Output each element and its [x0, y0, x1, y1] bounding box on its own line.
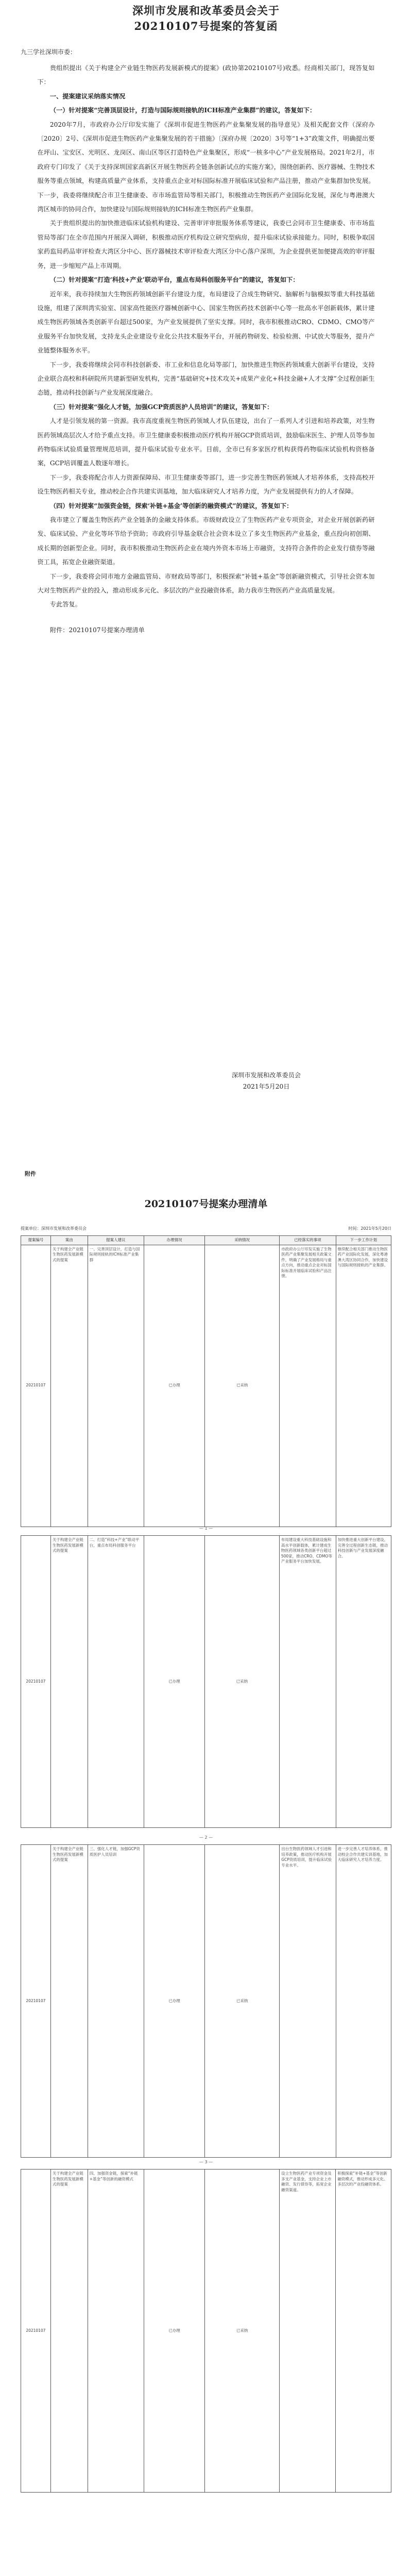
table-cell-adopt: 已采纳	[204, 1845, 279, 2158]
table-header-cell: 办理情况	[144, 1236, 205, 1245]
table-cell-adopt: 已采纳	[204, 2170, 279, 2493]
letter-heading: （四）针对提案“加强资金链，探索‘补链+基金’等创新的融资模式”的建议，答复如下：	[49, 502, 293, 510]
attachment-note: 附件：20210107号提案办理清单	[49, 626, 145, 634]
reply-letter	[0, 0, 412, 634]
letter-title	[0, 3, 412, 34]
table-cell-adopt: 已采纳	[204, 1245, 279, 1527]
letter-paragraph: 近年来，我市持续加大生物医药领域创新平台建设力度，布局建设了合成生物研究、脑解析与脑模拟等重大科技基础设施，组建了深圳湾实验室、国家高性能医疗器械创新中心、国家生物医药技术创新中心等一批高水平创新载体，累计建成生物医药领域各类创新平台超过500家，为产业发展提供了坚实支撑。同时，我市积极推动CRO、CDMO、CMO等产业服务平台加快发展，支持龙头企业建设专业化公共技术服务平台，开展药物研发、检验检测、中试放大等服务，提升产业链整体服务水平。	[37, 290, 375, 354]
table-cell-plan: 积极探索“补链+基金”等创新融资模式，推动形成多元化、多层次的产业投融资体系。	[336, 2170, 391, 2493]
table-cell-no: 20210107	[21, 1845, 51, 2158]
table-header-cell: 提案编号	[21, 1236, 51, 1245]
page-number: — 1 —	[199, 1526, 213, 1531]
table-cell-plan: 加快推进重大创新平台建设，完善全过程创新生态链，推动科技创新与产业发展深度融合。	[336, 1536, 391, 1828]
table-cell-suggest: 二、打造“科技+产业”联动平台，重点布局科创服务平台	[88, 1536, 144, 1828]
table-row	[21, 1245, 391, 1527]
table-cell-status: 已办理	[144, 2170, 205, 2493]
salutation: 九三学社深圳市委：	[21, 48, 77, 56]
proposal-table	[21, 1535, 391, 1828]
table-cell-suggest: 四、加强资金链，探索“补链+基金”等创新的融资模式	[88, 2170, 144, 2493]
attachment-title: 20210107号提案办理清单	[144, 1198, 268, 1210]
table-cell-done: 出台生物医药领域人才引进和培养政策，推动医疗机构开展GCP资质培训，提升临床试验专业水平。	[280, 1845, 336, 2158]
table-cell-done: 设立生物医药产业专项资金及多支产业基金，支持企业上市融资、发行债券等，拓宽企业融资渠道。	[280, 2170, 336, 2493]
letter-title-line2: 20210107号提案的答复函	[134, 20, 278, 32]
attachment-label: 附件	[25, 1171, 36, 1177]
table-cell-adopt: 已采纳	[204, 1536, 279, 1828]
letter-heading: （一）针对提案“完善顶层设计，打造与国际规则接轨的ICH标准产业集群”的建议，答复如下：	[49, 107, 316, 114]
table-cell-no: 20210107	[21, 1536, 51, 1828]
table-cell-plan: 继续配合相关部门推动生物医药产业国际化发展，深化粤港澳大湾区协同合作，加快建设与国际规则接轨的产业集群。	[336, 1245, 391, 1527]
table-cell-no: 20210107	[21, 2170, 51, 2493]
table-cell-suggest: 一、完善顶层设计，打造与国际规则接轨的ICH标准产业集群	[88, 1245, 144, 1527]
letter-paragraph: 贵组织提出《关于构建全产业链生物医药发展新模式的提案》(政协第20210107号)收悉。经商相关部门，现答复如下：	[37, 64, 375, 86]
table-cell-no: 20210107	[21, 1245, 51, 1527]
proposal-table	[21, 2169, 391, 2493]
letter-paragraph: 2020年7月，市政府办公厅印发实施了《深圳市促进生物医药产业集聚发展的指导意见》及相关配套文件（深府办〔2020〕2号、《深圳市促进生物医药产业集聚发展的若干措施》〔深府办规〔2020〕3号等“1+3”政策文件，明确提出要在坪山、宝安区、光明区、龙岗区、南山区等区打造特色产业集聚区，形成“一核多中心”产业发展格局。2021年2月，市政府专门印发了《关于支持深圳国家高新区开展生物医药全链条创新试点的实施方案》，围绕创新药、医疗器械、生物技术服务等重点领域，构建高质量产业体系，支持重点企业对标国际标准开展临床试验和产品注册，推动产业集群加快发展。下一步，我委将继续配合市卫生健康委、市市场监管局等相关部门，积极推动生物医药产业国际化发展，深化与粤港澳大湾区城市的协同合作，加快建设与国际规则接轨的ICH标准生物医药产业集群。	[37, 121, 375, 213]
letter-paragraph: 下一步，我委将会同市地方金融监管局、市财政局等部门，积极探索“补链+基金”等创新融资模式，引导社会资本加大对生物医药产业的投入，推动形成多元化、多层次的产业投融资体系，助力我市生物医药产业高质量发展。	[37, 572, 375, 595]
table-cell-title: 关于构建全产业链生物医药发展新模式的提案	[50, 1245, 88, 1527]
letter-paragraph: 关于贵组织提出的加快推进临床试验机构建设、完善审评审批服务体系等建议，我委已会同市卫生健康委、市市场监管局等部门在全市范围内开展深入调研，积极推动医疗机构设立研究型病房，提升临床试验承接能力。同时，积极争取国家药监局药品审评检查大湾区分中心、医疗器械技术审评检查大湾区分中心落户深圳，为企业提供更加便捷高效的审评服务，进一步缩短产品上市周期。	[37, 219, 375, 269]
attachment-meta	[21, 1226, 391, 1231]
table-cell-status: 已办理	[144, 1245, 205, 1527]
proposal-table	[21, 1235, 391, 1527]
proposal-table	[21, 1844, 391, 2158]
table-header-cell: 提案人建议	[88, 1236, 144, 1245]
letter-body	[38, 61, 375, 612]
attachment-meta-right: 时间：2021年5月20日	[348, 1226, 391, 1231]
table-cell-status: 已办理	[144, 1536, 205, 1828]
letter-heading: （三）针对提案“强化人才链，加强GCP资质医护人员培训”的建议，答复如下：	[49, 403, 273, 411]
signoff-org: 深圳市发展和改革委员会	[232, 1072, 301, 1079]
table-cell-done: 布局建设重大科技基础设施和高水平创新载体，累计建成生物医药领域各类创新平台超过500家，推动CRO、CDMO等产业服务平台加快发展。	[279, 1536, 336, 1828]
letter-paragraph: 下一步，我委将配合市人力资源保障局、市卫生健康委等部门，进一步完善生物医药领域人才培养体系，支持高校开设生物医药相关专业，推动校企合作共建实训基地，加大临床研究人才培养力度，为产业发展提供有力的人才保障。	[37, 473, 375, 496]
table-header-cell: 已经落实的事项	[280, 1236, 336, 1245]
table-header-cell: 采纳情况	[204, 1236, 279, 1245]
letter-heading: 一、提案建议采纳落实情况	[49, 92, 126, 100]
table-cell-suggest: 三、强化人才链，加强GCP资质医护人员培训	[88, 1845, 144, 2158]
table-cell-status: 已办理	[144, 1845, 205, 2158]
table-row	[21, 2170, 391, 2493]
letter-title-line1: 深圳市发展和改革委员会关于	[132, 4, 280, 17]
table-cell-title: 关于构建全产业链生物医药发展新模式的提案	[50, 1536, 88, 1828]
page-number: — 2 —	[199, 1835, 213, 1840]
table-cell-done: 市政府办公厅印发实施了生物医药产业集聚发展相关政策文件，明确了产业发展格局与重点方向，推动重点企业对标国际标准开展临床试验和产品注册。	[280, 1245, 336, 1527]
table-row	[21, 1536, 391, 1828]
table-row	[21, 1845, 391, 2158]
letter-paragraph: 人才是引领发展的第一资源。我市高度重视生物医药领域人才队伍建设，出台了一系列人才引进和培养政策，对生物医药领域高层次人才给予重点支持。市卫生健康委积极推动医疗机构开展GCP资质培训，鼓励临床医生、护理人员等参加药物临床试验质量管理规范培训，提升临床试验专业水平。目前，全市已有多家医疗机构获得药物临床试验机构资格备案，GCP培训覆盖人数逐年增长。	[37, 417, 375, 467]
table-header-row	[21, 1236, 391, 1245]
table-header-cell: 下一步工作计划	[336, 1236, 391, 1245]
table-cell-plan: 进一步完善人才培养体系，推动校企合作共建实训基地，加大临床研究人才培养力度。	[336, 1845, 391, 2158]
signoff-date: 2021年5月20日	[243, 1083, 290, 1090]
letter-heading: （二）针对提案“打造‘科技+产业’联动平台，重点布局科创服务平台”的建议，答复如下：	[49, 276, 299, 284]
signoff	[232, 1070, 301, 1092]
attachment-meta-left: 提案单位：深圳市发展和改革委员会	[21, 1226, 87, 1231]
letter-paragraph: 专此答复。	[49, 601, 81, 608]
table-cell-title: 关于构建全产业链生物医药发展新模式的提案	[50, 2170, 88, 2493]
table-cell-title: 关于构建全产业链生物医药发展新模式的提案	[50, 1845, 88, 2158]
table-header-cell: 案由	[50, 1236, 88, 1245]
letter-paragraph: 我市建立了覆盖生物医药产业全链条的金融支持体系。市级财政设立了生物医药产业专项资金，对企业开展创新药研发、临床试验、产业化等环节给予资助；市政府引导基金联合社会资本设立了多支生物医药产业基金，重点投向初创期、成长期的创新型企业。同时，我市积极推动生物医药企业在境内外资本市场上市融资，支持符合条件的企业发行债券等融资工具，拓宽企业融资渠道。	[37, 516, 375, 566]
page-number: — 3 —	[199, 2160, 213, 2164]
letter-paragraph: 下一步，我委将继续会同市科技创新委、市工业和信息化局等部门，加快推进生物医药领域重大创新平台建设，支持企业联合高校和科研院所共建新型研发机构，完善“基础研究+技术攻关+成果产业化+科技金融+人才支撑”全过程创新生态链，推动科技创新与产业发展深度融合。	[37, 361, 375, 397]
